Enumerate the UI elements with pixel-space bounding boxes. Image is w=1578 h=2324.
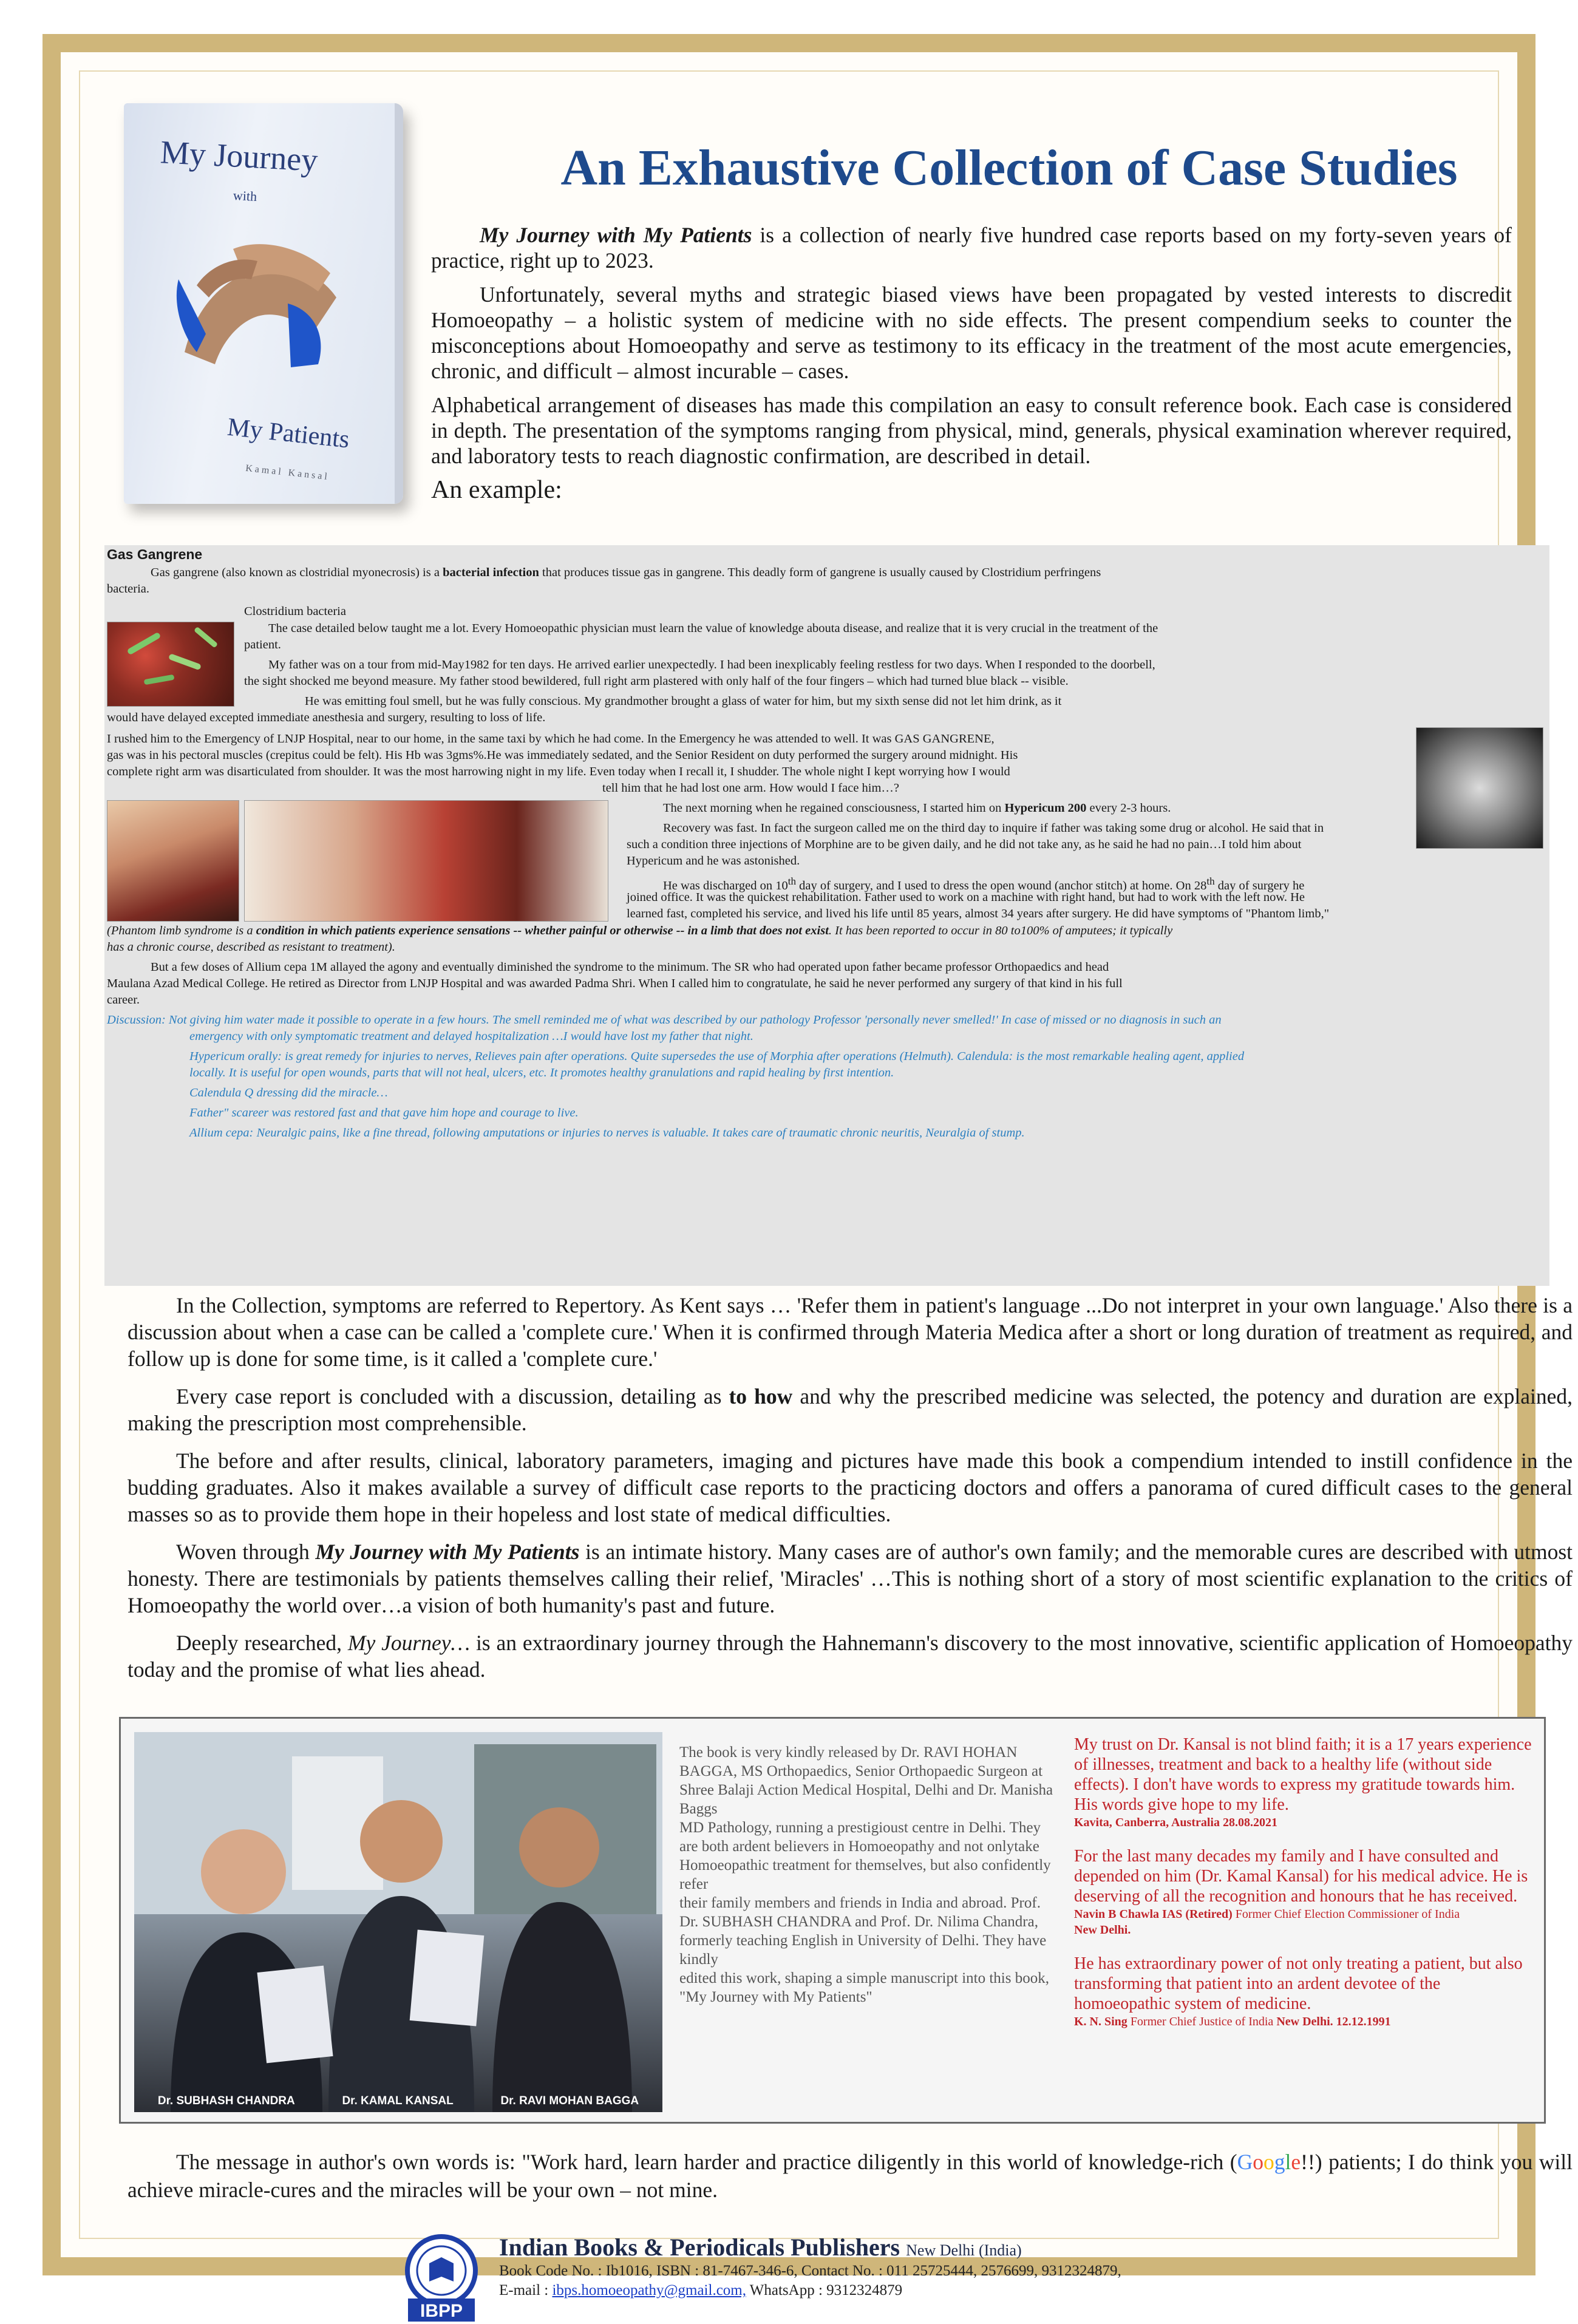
case-text: He was discharged on 10 bbox=[663, 878, 788, 892]
case-text: Gas gangrene (also known as clostridial myonecrosis) is a bbox=[151, 566, 443, 579]
case-line bbox=[151, 565, 1541, 581]
example-label: An example: bbox=[431, 476, 562, 504]
case-text: . It has been reported to occur in 80 to100% of amputees; it typically bbox=[828, 924, 1173, 937]
message-text: The message in author's own words is: "Work hard, learn harder and practice diligently in this world of knowledge-rich ( bbox=[176, 2150, 1237, 2174]
inner-border bbox=[79, 70, 1573, 2321]
body-text: Every case report is concluded with a discussion, detailing as bbox=[176, 1384, 729, 1408]
body-text: Deeply researched, bbox=[176, 1631, 348, 1655]
intro-paragraph-3: Alphabetical arrangement of diseases has made this compilation an easy to consult reference book. Each case is considered in depth. The presentation of the symptoms ranging from physical, mind, generals, physical examination wherever required, and laboratory tests to reach diagnostic confirmation, are described in detail. bbox=[431, 393, 1512, 468]
intro-paragraph-1 bbox=[431, 222, 1512, 273]
bacteria-image bbox=[107, 622, 234, 707]
testimonial-title: Former Chief Election Commissioner of India bbox=[1232, 1908, 1460, 1921]
testimonial-place: New Delhi. bbox=[1074, 1923, 1131, 1937]
email-link[interactable]: ibps.homoeopathy@gmail.com, bbox=[552, 2282, 746, 2299]
case-line: But a few doses of Allium cepa 1M allayed the agony and eventually diminished the syndrome to the minimum. The SR who had operated upon father became professor Orthopaedics and head bbox=[151, 960, 1109, 974]
case-line bbox=[107, 923, 1546, 939]
testimonial-signature bbox=[1074, 1906, 1535, 1938]
publisher-location: New Delhi (India) bbox=[906, 2241, 1022, 2259]
release-line: edited this work, shaping a simple manuscript into this book, "My Journey with My Patients" bbox=[679, 1970, 1049, 2005]
discussion-line: Discussion: Not giving him water made it possible to operate in a few hours. The smell reminded me of what was described by our pathology Professor 'personally never smelled!' In case of missed or no diagnosis in such an bbox=[107, 1013, 1222, 1027]
body-paragraph-3: The before and after results, clinical, laboratory parameters, imaging and pictures have made this book a compendium intended to instill confidence in the budding graduates. Also it makes available a survey of difficult case reports to the practicing doctors and offers a panorama of cured difficult cases to the general masses so as to provide them hope in their hopeless and lost state of medical difficulties. bbox=[128, 1449, 1573, 1526]
body-paragraph-1: In the Collection, symptoms are referred to Repertory. As Kent says … 'Refer them in patient's language ...Do not interpret in your own language.' Also there is a discussion about when a case can be called a 'complete cure.' When it is confirmed through Materia Medica after a short or long duration of treatment as required, and follow up is done for some time, is it called a 'complete cure.' bbox=[128, 1293, 1573, 1371]
body-text: is an intimate history. Many cases are of author's own family; and the memorable cures are described with utmost honesty. There are testimonials by patients themselves calling their relief, 'Miracles' …This is nothing short of a story of most scientific explanation to the critics of Homoeopathy the world over…a vision of both humanity's past and future. bbox=[128, 1540, 1573, 1617]
hands-illustration bbox=[160, 212, 355, 389]
case-line: career. bbox=[107, 993, 140, 1007]
superscript: th bbox=[787, 875, 797, 887]
caption-subhash: Dr. SUBHASH CHANDRA bbox=[157, 2095, 295, 2107]
case-line: such a condition three injections of Morphine are to be given daily, and he did not take any, as he said he had no pain…I told him about bbox=[627, 838, 1302, 851]
case-line: gas was in his pectoral muscles (crepitus could be felt). His Hb was 3gms%.He was immediately sedated, and the Senior Resident on duty performed the surgery around midnight. His bbox=[107, 749, 1018, 762]
photo-captions bbox=[134, 2090, 662, 2112]
google-letter: o bbox=[1253, 2150, 1263, 2174]
case-line: bacteria. bbox=[107, 582, 149, 596]
google-letter: l bbox=[1285, 2150, 1291, 2174]
caption-kansal: Dr. KAMAL KANSAL bbox=[342, 2095, 454, 2107]
google-letter: o bbox=[1263, 2150, 1274, 2174]
intro-paragraph-2: Unfortunately, several myths and strategic biased views have been propagated by vested interests to discredit Homoeopathy – a holistic system of medicine with no side effects. The present compendium seeks to counter the misconceptions about Homoeopathy and serve as testimony to its efficacy in the treatment of the most acute emergencies, chronic, and difficult – almost incurable – cases. bbox=[431, 282, 1512, 383]
case-line: has a chronic course, described as resistant to treatment). bbox=[107, 940, 395, 954]
body-paragraph-4 bbox=[128, 1538, 1573, 1619]
bacteria-rods bbox=[107, 622, 235, 707]
book-author: Kamal Kansal bbox=[245, 463, 330, 483]
testimonial-signature bbox=[1074, 1815, 1535, 1830]
caption-bagga: Dr. RAVI MOHAN BAGGA bbox=[500, 2095, 639, 2107]
testimonial-name: Navin B Chawla IAS (Retired) bbox=[1074, 1908, 1233, 1921]
message-text: !!) patients; I do think you will achieve miracle-cures and the miracles will be your own – not mine. bbox=[128, 2150, 1573, 2202]
body-text: Woven through bbox=[176, 1540, 316, 1564]
release-text bbox=[679, 1743, 1056, 2006]
testimonials bbox=[1074, 1735, 1535, 2045]
remedy-name: Hypericum 200 bbox=[1004, 801, 1087, 815]
testimonial-name: Kavita, Canberra, Australia 28.08.2021 bbox=[1074, 1816, 1277, 1829]
case-line: My father was on a tour from mid-May1982 for ten days. He arrived earlier unexpectedly. I had been inexplicably feeling restless for two days. When I responded to the doorbell, bbox=[268, 658, 1155, 671]
book-title-bottom: My Patients bbox=[226, 413, 351, 454]
testimonial-quote: My trust on Dr. Kansal is not blind faith; it is a 17 years experience of illnesses, treatment and back to a healthy life (without side effects). I don't have words to express my gratitude towards him. His words give hope to my life. bbox=[1074, 1735, 1532, 1814]
case-line: Recovery was fast. In fact the surgeon called me on the third day to inquire if father was taking some drug or alcohol. He said that in bbox=[663, 821, 1324, 835]
case-text: that produces tissue gas in gangrene. This deadly form of gangrene is usually caused by Clostridium perfringens bbox=[539, 566, 1101, 579]
page-frame bbox=[43, 34, 1573, 2321]
svg-text:IBPP: IBPP bbox=[420, 2301, 463, 2321]
case-line: the sight shocked me beyond measure. My father stood bewildered, full right arm plastered with only half of the four fingers – which had turned blue black -- visible. bbox=[244, 674, 1069, 688]
book-title-top: My Journey bbox=[159, 134, 319, 178]
wound-image-1 bbox=[107, 800, 239, 922]
testimonial-quote: For the last many decades my family and I have consulted and depended on him (Dr. Kamal Kansal) for his medical advice. He is deserving of all the recognition and honours that he has received. bbox=[1074, 1847, 1528, 1906]
discussion-line: Hypericum orally: is great remedy for injuries to nerves, Relieves pain after operations. Quite supersedes the use of Morphia after operations (Helmuth). Calendula: is the most remarkable healing agent, applied bbox=[189, 1050, 1245, 1063]
case-heading: Gas Gangrene bbox=[107, 546, 203, 562]
bacteria-caption: Clostridium bacteria bbox=[244, 605, 346, 618]
discussion-line: emergency with only symptomatic treatment and delayed hospitalization …I would have lost my father that night. bbox=[189, 1030, 753, 1043]
body-paragraph-5 bbox=[128, 1629, 1573, 1683]
testimonial-title: Former Chief Justice of India bbox=[1127, 2015, 1277, 2028]
case-line: joined office. It was the quickest rehabilitation. Father used to work on a machine with right hand, but had to work with the left now. He bbox=[627, 891, 1305, 904]
main-body bbox=[128, 1292, 1573, 1694]
body-text: is an extraordinary journey through the Hahnemann's discovery to the most innovative, scientific application of Homoeopathy today and the promise of what lies ahead. bbox=[128, 1631, 1573, 1682]
book-name-emphasis: My Journey with My Patients bbox=[480, 223, 752, 247]
case-line: complete right arm was disarticulated from shoulder. It was the most harrowing night in my life. Even today when I recall it, I shudder. The whole night I kept worrying how I would bbox=[107, 765, 1010, 778]
google-letter: G bbox=[1237, 2150, 1253, 2174]
people-silhouettes bbox=[134, 1732, 662, 2112]
publisher-block bbox=[396, 2233, 1428, 2324]
case-line: Maulana Azad Medical College. He retired as Director from LNJP Hospital and was awarded Padma Shri. When I called him to congratulate, he said he never performed any surgery of that kind in his full bbox=[107, 977, 1123, 990]
case-line: learned fast, completed his service, and lived his life until 85 years, almost 34 years after surgery. He did have symptoms of "Phantom limb," bbox=[627, 907, 1330, 920]
body-paragraph-2 bbox=[128, 1383, 1573, 1436]
intro-section bbox=[431, 222, 1512, 511]
body-text: and why the prescribed medicine was selected, the potency and duration are explained, making the prescription most comprehensible. bbox=[128, 1384, 1573, 1435]
case-line: I rushed him to the Emergency of LNJP Hospital, near to our home, in the same taxi by which he had come. In the Emergency he was attended to well. It was GAS GANGRENE, bbox=[107, 732, 995, 746]
case-bold: condition in which patients experience sensations -- whether painful or otherwise -- in a limb that does not exist bbox=[256, 924, 829, 937]
ibpp-logo-icon bbox=[396, 2233, 487, 2324]
case-line: The case detailed below taught me a lot. Every Homoeopathic physician must learn the value of knowledge abouta disease, and realize that it is very crucial in the treatment of the bbox=[268, 622, 1158, 635]
testimonial-signature bbox=[1074, 2014, 1535, 2030]
case-line: patient. bbox=[244, 638, 281, 651]
discussion-line: Calendula Q dressing did the miracle… bbox=[189, 1086, 388, 1099]
release-line: The book is very kindly released by Dr. RAVI HOHAN BAGGA, MS Orthopaedics, Senior Orthopaedic Surgeon at Shree Balaji Action Medical Hospital, Delhi and Dr. Manisha Baggs bbox=[679, 1744, 1053, 1817]
case-text: (Phantom limb syndrome is a bbox=[107, 924, 256, 937]
wound-image-2 bbox=[244, 800, 608, 922]
case-text: every 2-3 hours. bbox=[1086, 801, 1171, 815]
testimonial-name: K. N. Sing bbox=[1074, 2015, 1127, 2028]
case-line bbox=[663, 800, 1171, 817]
publisher-text bbox=[499, 2233, 1410, 2300]
testimonial-quote: He has extraordinary power of not only treating a patient, but also transforming that patient into an ardent devotee of the homoeopathic system of medicine. bbox=[1074, 1954, 1523, 2013]
release-line: MD Pathology, running a prestigioust centre in Delhi. They are both ardent believers in Homoeopathy and not onlytake Homoeopathic treatment for themselves, but also confidently refer bbox=[679, 1819, 1051, 1892]
book-name-emphasis: My Journey… bbox=[347, 1631, 471, 1655]
author-message bbox=[128, 2148, 1573, 2204]
case-line: Hypericum and he was astonished. bbox=[627, 854, 800, 868]
release-line: their family members and friends in India and abroad. Prof. Dr. SUBHASH CHANDRA and Prof. Dr. Nilima Chandra, formerly teaching English in University of Delhi. They have kindly bbox=[679, 1895, 1047, 1968]
publisher-contact bbox=[499, 2281, 1410, 2300]
case-line: would have delayed excepted immediate anesthesia and surgery, resulting to loss of life. bbox=[107, 711, 546, 724]
release-photo bbox=[134, 1732, 662, 2112]
book-name-emphasis: My Journey with My Patients bbox=[315, 1540, 580, 1564]
email-label: E-mail : bbox=[499, 2282, 553, 2299]
case-text: day of surgery he bbox=[1214, 878, 1305, 892]
publisher-details: Book Code No. : Ib1016, ISBN : 81-7467-346-6, Contact No. : 011 25725444, 2576699, 9312324879, bbox=[499, 2263, 1121, 2279]
discussion-line: Father" scareer was restored fast and that gave him hope and courage to live. bbox=[189, 1106, 579, 1120]
superscript: th bbox=[1206, 875, 1215, 887]
book-cover bbox=[124, 103, 403, 504]
case-example-box bbox=[104, 545, 1549, 1286]
case-line: He was emitting foul smell, but he was fully conscious. My grandmother brought a glass of water for him, but my sixth sense did not let him drink, as it bbox=[305, 695, 1062, 708]
page-title: An Exhaustive Collection of Case Studies bbox=[560, 140, 1458, 196]
whatsapp-number: WhatsApp : 9312324879 bbox=[746, 2282, 903, 2299]
testimonial-place: New Delhi. 12.12.1991 bbox=[1276, 2015, 1391, 2028]
case-text: The next morning when he regained consciousness, I started him on bbox=[663, 801, 1005, 815]
intro-p1-text: is a collection of nearly five hundred case reports based on my forty-seven years of practice, right up to 2023. bbox=[431, 223, 1512, 273]
case-bold: bacterial infection bbox=[443, 566, 539, 579]
body-bold: to how bbox=[729, 1384, 793, 1408]
discussion-line: locally. It is useful for open wounds, parts that will not heal, ulcers, etc. It promotes healthy granulations and rapid healing by first intention. bbox=[189, 1066, 894, 1079]
google-letter: g bbox=[1274, 2150, 1285, 2174]
book-title-with: with bbox=[233, 187, 257, 205]
publisher-name-text: Indian Books & Periodicals Publishers bbox=[499, 2234, 900, 2261]
case-text: day of surgery, and I used to dress the open wound (anchor stitch) at home. On 28 bbox=[796, 878, 1207, 892]
case-line: tell him that he had lost one arm. How would I face him…? bbox=[602, 781, 900, 795]
release-box bbox=[119, 1717, 1546, 2124]
discussion-line: Allium cepa: Neuralgic pains, like a fine thread, following amputations or injuries to nerves is valuable. It takes care of traumatic chronic neuritis, Neuralgia of stump. bbox=[189, 1126, 1025, 1140]
publisher-name bbox=[499, 2233, 1410, 2261]
google-letter: e bbox=[1291, 2150, 1301, 2174]
